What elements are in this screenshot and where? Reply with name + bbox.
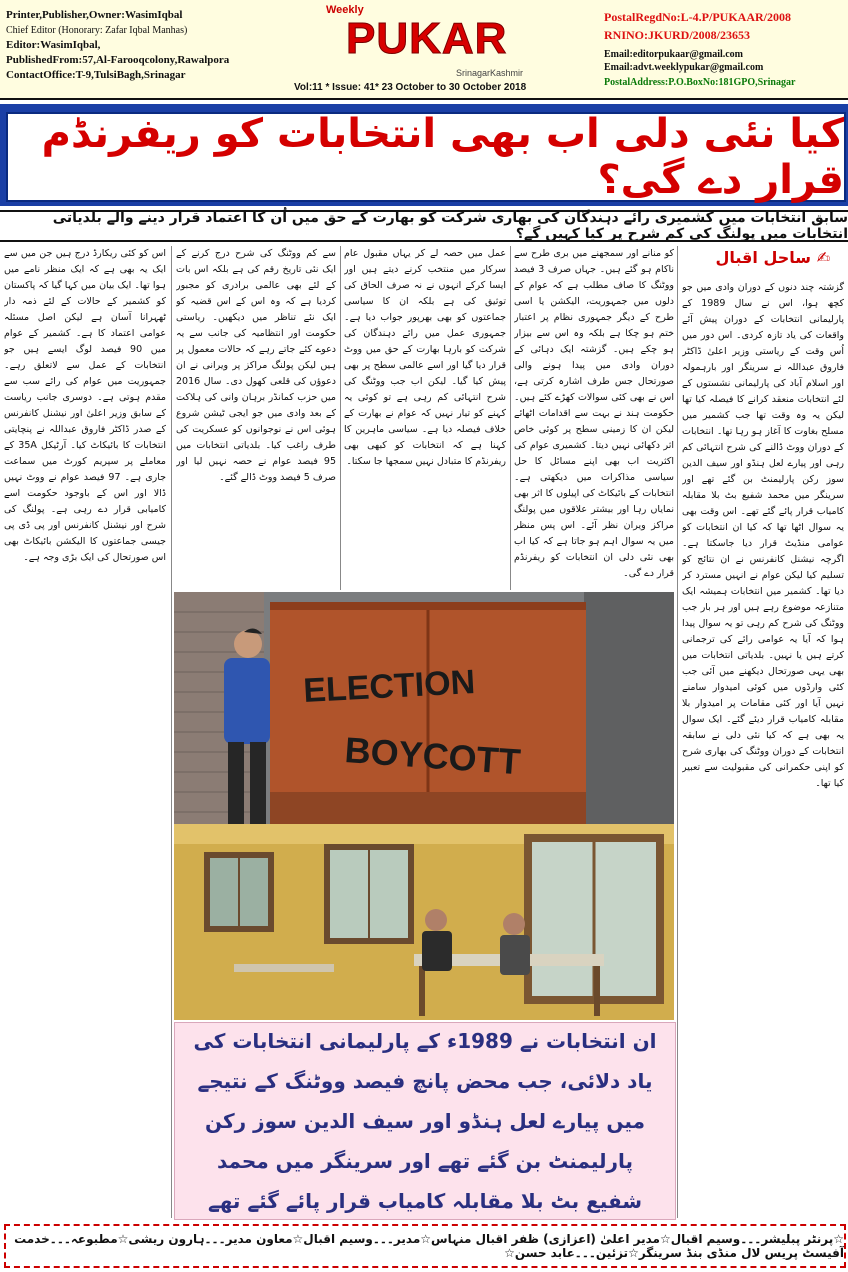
svg-text:BOYCOTT: BOYCOTT [343,729,522,783]
article-column-2: کو منانے اور سمجھنے میں بری طرح سے ناکام ہو گئے ہیں۔ جہاں صرف 3 فیصد ووٹنگ کا صاف مطلب ہے کہ عوام کے دلوں میں جمہوریت، الیکشن یا اسی طرح کے دیگر جمہوری نظام پر اعتبار ختم ہو چکا ہے بلکہ وہ اس سے بیزار ہو چکے ہیں۔ گزشتہ ایک دہائی کے دوران وادی میں پیدا ہونے والی صورتحال جس طرف اشارہ کرتی ہے، اس نے بھی کئی سوالات کھڑے کئے ہیں۔ حکومت ہند نے بہت سے اقدامات اٹھائے لیکن ان کا زمینی سطح پر کوئی خاص اثر دکھائی نہیں دیتا۔ کشمیری عوام کی اکثریت اب بھی اپنے مسائل کا حل سیاسی مذاکرات میں دیکھتی ہے۔ انتخابات کے بائیکاٹ کی اپیلوں کا اثر بھی نمایاں رہا اور بیشتر علاقوں میں پولنگ مراکز ویران نظر آئے۔ اس پس منظر میں یہ سوال اہم ہو جاتا ہے کہ کیا اب بھی نئی دلی ان انتخابات کو ریفرنڈم قرار دے گی۔ [514,248,674,579]
rni-number: RNINO:JKURD/2008/23653 [604,28,750,42]
polling-station-photo [174,824,674,1020]
imprint-footer [4,1224,846,1268]
editor-line: Editor:WasimIqbal, [6,39,101,51]
chief-editor-line: Chief Editor (Honorary: Zafar Iqbal Manhas) [6,25,188,36]
postal-address: PostalAddress:P.O.BoxNo:181GPO,Srinagar [604,77,796,88]
postal-regd: PostalRegdNo:L-4.P/PUKAAR/2008 [604,10,791,24]
pull-quote-text: ان انتخابات نے 1989ء کے پارلیمانی انتخابات کی یاد دلائی، جب محض پانچ فیصد ووٹنگ کے نتیجے میں پیارے لعل ہنڈو اور سیف الدین سوز رکن پارلیمنٹ بن گئے تھے اور سرینگر میں محمد شفیع بٹ بلا مقابلہ کامیاب قرار پائے گئے تھے [193,1029,657,1213]
byline [690,248,830,276]
pen-icon: ✍ [816,248,830,267]
author-name: ساحل اقبال [715,248,812,267]
brand-place: SrinagarKashmir [456,68,524,78]
boycott-gate-image [174,592,674,824]
registration-info [604,8,844,89]
email-editor: Email:editorpukaar@gmail.com [604,49,744,60]
column-divider [171,246,172,1218]
pull-quote-box [174,1022,676,1220]
contact-office-line: ContactOffice:T-9,TulsiBagh,Srinagar [6,69,186,81]
published-from-line: PublishedFrom:57,Al-Farooqcolony,Rawalpora [6,54,230,66]
subheadline: سابق انتخابات میں کشمیری رائے دہندگان کی بھاری شرکت کو بھارت کے حق میں اُن کا اعتماد قرار دینے والے بلدیاتی انتخابات میں پولنگ کی کم شرح پر کیا کہیں گے؟ [52,210,848,242]
article-column-1: گزشتہ چند دنوں کے دوران وادی میں جو کچھ ہوا، اس نے سال 1989 کے پارلیمانی انتخابات کے دوران پیش آئے واقعات کی یاد تازہ کردی۔ اس دور میں اُس وقت کے ریاستی وزیر اعلیٰ ڈاکٹر فاروق عبداللہ نے سرینگر اور بارہمولہ اور اسلام آباد کی پارلیمانی نشستوں کے لئے انتخابات منعقد کرانے کا فیصلہ کیا تھا لیکن یہ وہ وقت تھا جب کشمیر میں مسلح بغاوت کا آغاز ہو رہا تھا۔ انتخابات کے دوران ووٹ ڈالنے کی شرح انتہائی کم رہی اور پیارے لعل ہنڈو اور سیف الدین سوز رکن پارلیمنٹ بن گئے تھے اور سرینگر میں محمد شفیع بٹ بلا مقابلہ کامیاب قرار پائے گئے تھے۔ اس وقت بھی یہ سوال اٹھا تھا کہ کیا ان انتخابات کو عوامی منڈیٹ قرار دیا جاسکتا ہے۔ اگرچہ نیشنل کانفرنس نے ان نتائج کو تسلیم کیا لیکن عوام نے انہیں مسترد کر دیا تھا۔ کشمیر میں انتخابات ہمیشہ ایک متنازعہ موضوع رہے ہیں اور ہر بار جب ووٹنگ کی شرح کم رہی تو یہ سوال پیدا ہوا کہ آیا یہ عوامی رائے کی ترجمانی کرتے ہیں یا نہیں۔ بلدیاتی انتخابات میں بھی یہی صورتحال دیکھنے میں آئی جب کئی وارڈوں میں کوئی امیدوار سامنے نہیں آیا اور کئی مقامات پر امیدوار بلا مقابلہ کامیاب قرار دیئے گئے۔ ایک سوال یہ بھی ہے کہ کیا نئی دلی نے سابقہ انتخابات کے دوران ووٹنگ کی بھاری شرح کو اپنی حکمرانی کی مقبولیت سے تعبیر کیا تھا۔ [682,282,844,789]
issue-info: Vol:11 * Issue: 41* 23 October to 30 October 2018 [294,82,527,93]
newspaper-logo: PUKAR [346,14,508,63]
brand-weekly: Weekly [326,4,364,16]
publisher-info [6,8,306,83]
publisher-line: Printer,Publisher,Owner:WasimIqbal [6,9,183,21]
email-advt: Email:advt.weeklypukar@gmail.com [604,62,764,73]
imprint-text: ☆پرنٹر پبلیشر۔۔۔وسیم اقبال☆مدیر اعلیٰ (اعزازی) ظفر اقبال منہاس☆مدیر۔۔۔وسیم اقبال☆معاون مدیر۔۔۔ہارون ریشی☆مطبوعہ۔۔۔خدمت آفیسٹ پریس لال منڈی بنڈ سرینگر☆تزئین۔۔۔عابد حسن☆ [14,1232,844,1260]
column-divider [340,246,341,590]
subheadline-bar [0,210,848,242]
headline-box [6,112,846,202]
svg-text:ELECTION: ELECTION [302,663,477,710]
masthead [0,0,848,100]
column-divider [510,246,511,590]
article-column-3: عمل میں حصہ لے کر یہاں مقبول عام سرکار میں منتخب کرنے دیتے ہیں اور ایسا کرکے انہوں نے نہ صرف الحاق کی توثیق کی ہے بلکہ ان کا سیاسی جماعتوں کو بھی بھرپور جواب دیا ہے۔ جمہوری عمل میں رائے دہندگان کی شرکت کو بارہا بھارت کے حق میں ووٹ قرار دیا گیا اور اسے عالمی سطح پر بھی پیش کیا گیا۔ لیکن اب جب ووٹنگ کی شرح انتہائی کم رہی ہے تو کوئی یہ کہنے کو تیار نہیں کہ عوام نے بھارت کے خلاف فیصلہ دیا ہے۔ سیاسی ماہرین کا کہنا ہے کہ انتخابات کو کبھی بھی ریفرنڈم کا متبادل نہیں سمجھا جا سکتا۔ [344,248,506,467]
article-column-4: سے کم ووٹنگ کی شرح درج کرنے کے ایک نئی تاریخ رقم کی ہے بلکہ اس بات کے لئے بھی عالمی برادری کو مجبور کردیا ہے کہ وہ اس کے اس قضیہ کو ایک نئے تناظر میں دیکھیں۔ ریاستی حکومت اور انتظامیہ کی جانب سے یہ دعوے کئے جاتے رہے کہ حالات معمول پر ہیں لیکن پولنگ مراکز پر ویرانی نے ان دعوؤں کی قلعی کھول دی۔ سال 2016 میں حزب کمانڈر برہان وانی کی ہلاکت کے بعد وادی میں جو ایجی ٹیشن شروع ہوئی اس نے نوجوانوں کو عسکریت کی طرف راغب کیا۔ بلدیاتی انتخابات میں 95 فیصد عوام نے حصہ نہیں لیا اور صرف 5 فیصد ووٹ ڈالے گئے۔ [176,248,336,483]
election-boycott-photo [174,592,674,824]
article-column-5: اس کو کئی ریکارڈ درج ہیں جن میں سے ایک یہ بھی ہے کہ ایک منظر نامے میں ہوا تھا۔ ایک بیان میں کہا گیا کہ پاکستان کو کشمیر کے حالات کے لئے ذمہ دار ٹھہرانا آسان ہے لیکن اصل مسئلہ عوامی اعتماد کا ہے۔ کشمیر کے عوام میں 90 فیصد لوگ ایسے ہیں جو انتخابات کے عمل سے لاتعلق رہے۔ جمہوریت میں عوام کی رائے سب سے مقدم ہوتی ہے۔ دوسری جانب ریاست کے سابق وزیر اعلیٰ اور نیشنل کانفرنس کے صدر ڈاکٹر فاروق عبداللہ نے پنچایتی انتخابات کا بائیکاٹ کیا۔ آرٹیکل 35A کے معاملے پر سپریم کورٹ میں سماعت جاری ہے۔ 97 فیصد عوام نے ووٹ نہیں ڈالا اور اس کے باوجود حکومت اسے کامیابی قرار دے رہی ہے۔ پولنگ کی شرح اور نیشنل کانفرنس اور پی ڈی پی جیسی جماعتوں کا الیکشن بائیکاٹ بھی اس صورتحال کی ایک بڑی وجہ ہے۔ [4,248,166,563]
column-divider [677,246,678,1218]
headline: کیا نئی دلی اب بھی انتخابات کو ریفرنڈم قرار دے گی؟ [41,111,844,203]
polling-station-image [174,824,674,1020]
